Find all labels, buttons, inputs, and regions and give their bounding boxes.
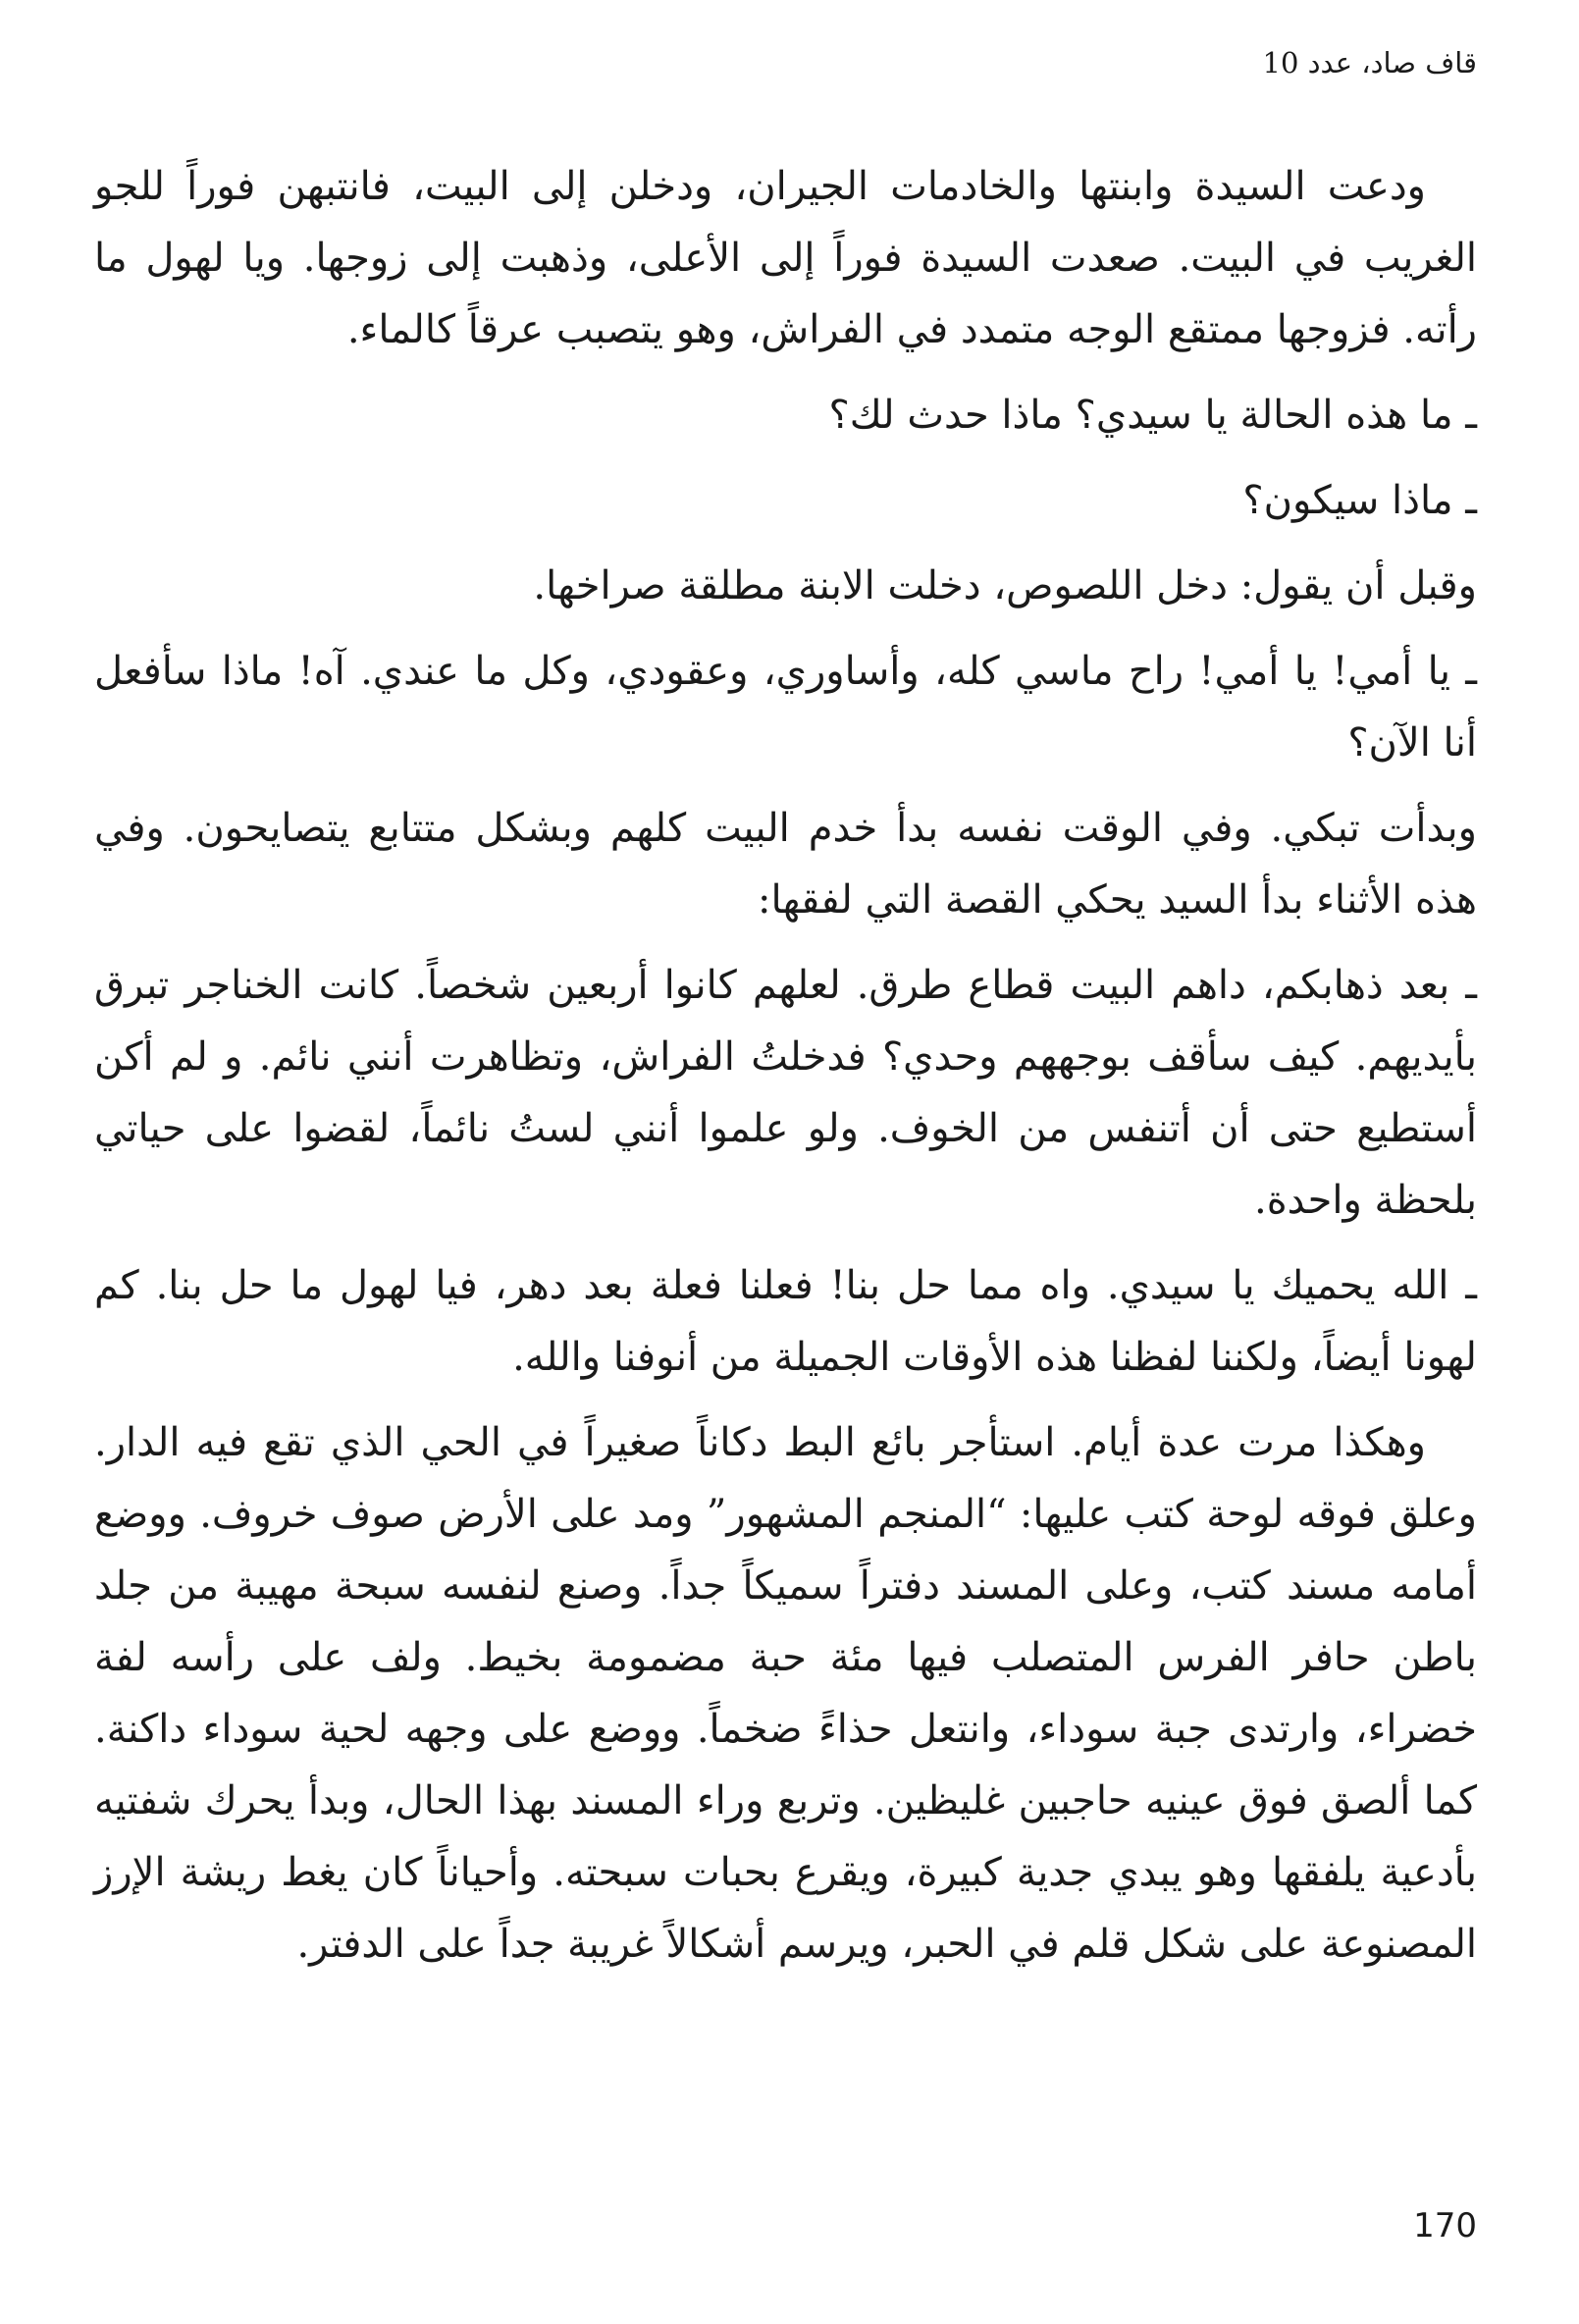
paragraph-5: ـ يا أمي! يا أمي! راح ماسي كله، وأساوري، وعقودي، وكل ما عندي. آه! ماذا سأفعل أنا الآن؟ xyxy=(94,649,1477,766)
paragraph-8: ـ الله يحميك يا سيدي. واه مما حل بنا! فعلنا فعلة بعد دهر، فيا لهول ما حل بنا. كم لهونا أيضاً، ولكننا لفظنا هذه الأوقات الجميلة من أنوفنا والله. xyxy=(94,1263,1477,1380)
body-text xyxy=(94,151,1477,1981)
paragraph-3: ـ ماذا سيكون؟ xyxy=(1242,478,1477,523)
paragraph-7: ـ بعد ذهابكم، داهم البيت قطاع طرق. لعلهم كانوا أربعين شخصاً. كانت الخناجر تبرق بأيديهم. كيف سأقف بوجههم وحدي؟ فدخلتُ الفراش، وتظاهرت أنني نائم. و لم أكن أستطيع حتى أن أتنفس من الخوف. ولو علموا أنني لستُ نائماً، لقضوا على حياتي بلحظة واحدة. xyxy=(94,963,1477,1223)
running-header: قاف صاد، عدد 10 xyxy=(1262,46,1477,79)
paragraph-4: وقبل أن يقول: دخل اللصوص، دخلت الابنة مطلقة صراخها. xyxy=(533,563,1477,608)
paragraph-1: ودعت السيدة وابنتها والخادمات الجيران، ودخلن إلى البيت، فانتبهن فوراً للجو الغريب في البيت. صعدت السيدة فوراً إلى الأعلى، وذهبت إلى زوجها. ويا لهول ما رأته. فزوجها ممتقع الوجه متمدد في الفراش، وهو يتصبب عرقاً كالماء. xyxy=(94,164,1477,352)
paragraph-6: وبدأت تبكي. وفي الوقت نفسه بدأ خدم البيت كلهم وبشكل متتابع يتصايحون. وفي هذه الأثناء بدأ السيد يحكي القصة التي لفقها: xyxy=(94,806,1477,923)
paragraph-2: ـ ما هذه الحالة يا سيدي؟ ماذا حدث لك؟ xyxy=(828,393,1477,438)
paragraph-9: وهكذا مرت عدة أيام. استأجر بائع البط دكاناً صغيراً في الحي الذي تقع فيه الدار. وعلق فوقه لوحة كتب عليها: “المنجم المشهور” ومد على الأرض صوف خروف. ووضع أمامه مسند كتب، وعلى المسند دفتراً سميكاً جداً. وصنع لنفسه سبحة مهيبة من جلد باطن حافر الفرس المتصلب فيها مئة حبة مضمومة بخيط. ولف على رأسه لفة خضراء، وارتدى جبة سوداء، وانتعل حذاءً ضخماً. ووضع على وجهه لحية سوداء داكنة. كما ألصق فوق عينيه حاجبين غليظين. وتربع وراء المسند بهذا الحال، وبدأ يحرك شفتيه بأدعية يلفقها وهو يبدي جدية كبيرة، ويقرع بحبات سبحته. وأحياناً كان يغط ريشة الإرز المصنوعة على شكل قلم في الحبر، ويرسم أشكالاً غريبة جداً على الدفتر. xyxy=(94,1420,1477,1967)
page-number: 170 xyxy=(1413,2206,1477,2245)
